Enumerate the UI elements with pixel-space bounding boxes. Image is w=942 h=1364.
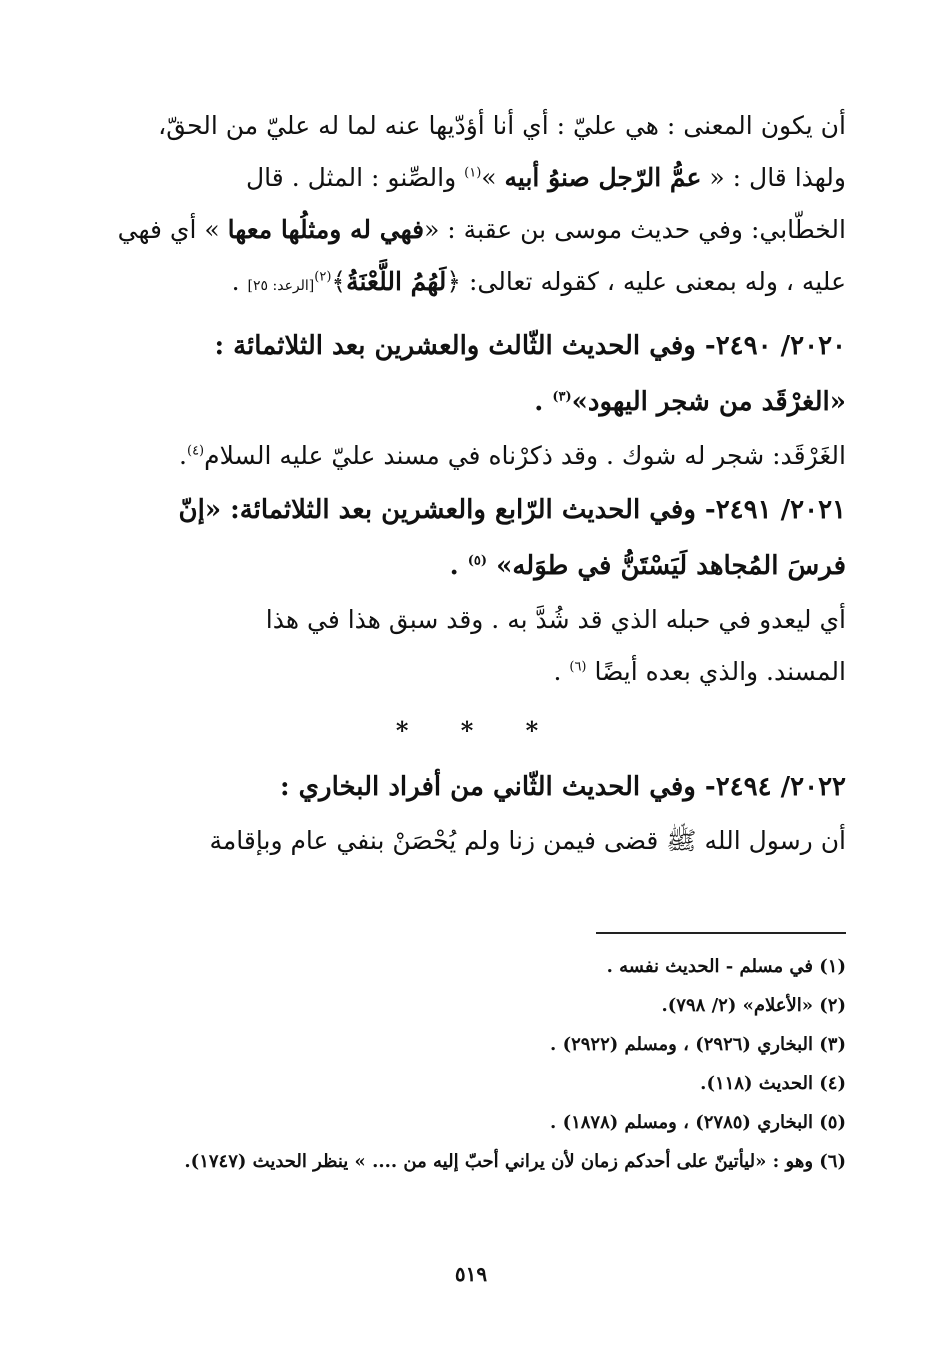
- quran-reference: [الرعد: ٢٥]: [247, 278, 315, 294]
- footnote-ref-4[interactable]: (٤): [186, 443, 205, 459]
- paragraph-2021: [110, 594, 846, 698]
- page-number: ٥١٩: [454, 1262, 488, 1286]
- section-separator: * * *: [395, 716, 561, 745]
- footnote-ref-6[interactable]: (٦): [569, 659, 587, 675]
- paragraph-2021-line-1: أي ليعدو في حبله الذي قد شُدَّ به . وقد سبق هذا في هذا: [265, 605, 846, 634]
- heading-2020-line-1: ٢٠٢٠/ ٢٤٩٠- وفي الحديث الثّالث والعشرين بعد الثلاثمائة :: [214, 331, 846, 361]
- hadith-heading-2022: [110, 759, 846, 815]
- footnote-ref-1[interactable]: (١): [464, 165, 482, 181]
- paragraph-2020-end: .: [179, 441, 187, 470]
- paragraph-2022: [110, 815, 846, 867]
- intro-line-4a: عليه ، وله بمعنى عليه ، كقوله تعالى: ﴿: [446, 267, 846, 296]
- paragraph-2020: [110, 430, 846, 482]
- intro-line-4b: ﴾: [331, 267, 347, 296]
- hadith-heading-2021: [110, 482, 846, 594]
- paragraph-2021-end: .: [553, 657, 570, 686]
- intro-line-2b: »: [481, 163, 505, 192]
- hadith-heading-2020: [110, 318, 846, 430]
- footnote-ref-5[interactable]: (٥): [467, 553, 488, 569]
- footnote-3: (٣) البخاري (٢٩٢٦) ، ومسلم (٢٩٢٢) .: [550, 1034, 846, 1055]
- intro-paragraph: [110, 100, 846, 312]
- footnote-ref-2[interactable]: (٢): [314, 269, 332, 285]
- heading-2020-end: .: [534, 387, 553, 417]
- footnote-2: (٢) «الأعلام» (٢/ ٧٩٨).: [661, 995, 846, 1016]
- intro-line-1: أن يكون المعنى : هي عليّ : أي أنا أؤدّيها عنه لما له عليّ من الحقّ،: [158, 111, 846, 140]
- paragraph-2021-line-2: المسند. والذي بعده أيضًا: [586, 657, 846, 686]
- footnote-5: (٥) البخاري (٢٧٨٥) ، ومسلم (١٨٧٨) .: [550, 1112, 846, 1133]
- paragraph-2020-text: الغَرْقَد: شجر له شوك . وقد ذكرْناه في مسند عليّ عليه السلام: [204, 441, 846, 470]
- heading-2021-line-2: فرسَ المُجاهد لَيَسْتَنُّ في طوَله»: [487, 551, 846, 581]
- intro-line-4c: .: [231, 267, 248, 296]
- quote-hadith-sinw: عمُّ الرّجل صنوُ أبيه: [504, 163, 702, 192]
- footnote-ref-3[interactable]: (٣): [552, 389, 572, 405]
- heading-2020-line-2: «الغرْقَد من شجر اليهود»: [571, 387, 846, 417]
- heading-2021-line-1: ٢٠٢١/ ٢٤٩١- وفي الحديث الرّابع والعشرين بعد الثلاثمائة: «إنّ: [178, 495, 846, 525]
- footnote-1: (١) في مسلم - الحديث نفسه .: [606, 956, 846, 977]
- intro-line-2c: والصِّنو : المثل . قال: [246, 163, 465, 192]
- footnote-divider: [596, 932, 846, 934]
- paragraph-2022-line-1: أن رسول الله ﷺ قضى فيمن زنا ولم يُحْصَنْ بنفي عام وبإقامة: [209, 826, 846, 855]
- intro-line-3b: » أي فهي: [117, 215, 228, 244]
- heading-2022-line-1: ٢٠٢٢/ ٢٤٩٤- وفي الحديث الثّاني من أفراد البخاري :: [280, 772, 846, 802]
- intro-line-2a: ولهذا قال : «: [701, 163, 846, 192]
- footnote-4: (٤) الحديث (١١٨).: [700, 1073, 846, 1094]
- quote-hadith-musa: فهي له ومثلُها معها: [227, 215, 425, 244]
- intro-line-3a: الخطّابي: وفي حديث موسى بن عقبة : «: [424, 215, 846, 244]
- footnote-6: (٦) وهو : «ليأتينّ على أحدكم زمان لأن يراني أحبّ إليه من .... » ينظر الحديث (١٧٤٧).: [184, 1151, 846, 1172]
- footnotes: [110, 952, 846, 1186]
- heading-2021-end: .: [449, 551, 468, 581]
- quran-quote: لَهُمُ اللَّعْنَةُ: [346, 267, 447, 296]
- page-body: [110, 100, 846, 867]
